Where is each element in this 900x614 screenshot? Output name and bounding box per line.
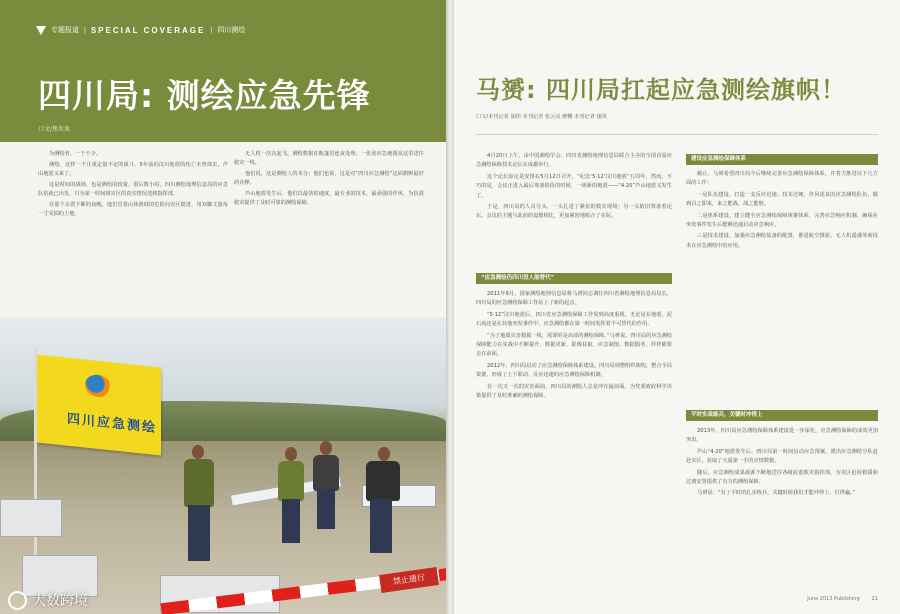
paragraph: 2011年9月，国家测绘地理信息局将马赟同志调任四川省测绘地理信息局局长，四川局的应急测绘保障工作站上了新的起点。 (476, 291, 672, 307)
paragraph: 二是体系建设。建立健全应急测绘保障预案体系，完善应急响应机制，确保在突发事件发生后能够迅速启动应急响应。 (686, 212, 878, 229)
section-header (36, 22, 245, 38)
footer-issue: June 2013 Publishing (807, 596, 860, 602)
surveyor-4 (366, 461, 400, 501)
paragraph: 为测绘者，一个不少。 (49, 151, 101, 157)
paragraph: 一是队伍建设。打造一支反应迅速、技术过硬、作风优良的应急测绘队伍，做到召之即来，来之能战，战之能胜。 (686, 191, 878, 208)
surveyor-3 (313, 455, 339, 491)
left-article-title: 四川局: 测绘应急先锋 (38, 76, 371, 115)
section-separator-2: | (210, 26, 213, 34)
right-page (454, 0, 900, 614)
watermark-brand: 大数跨境 (32, 593, 88, 609)
paragraph: 芦山地震发生后，他们以最快的速度，最专业的技术，最顽强的作风，为抗震救灾提供了及时可靠的测绘保障。 (234, 191, 424, 206)
surveyor-head (320, 441, 332, 455)
paragraph: 这个论坛原定是安排在5月12日召开，“纪念‘5·12’汶川地震”五周年，然而，不巧的是，会议正进入最后筹备阶段的时候，一场新的地震——“4·20”芦山地震又发生了。 (476, 173, 672, 199)
paragraph: 他们说，这是测绘人的本分；他们也说，这是对“四川应急测绘”这面旗帜最好的诠释。 (234, 171, 424, 186)
paragraph: 这是时间的战场，也是测绘的较量。震后数小时，四川测绘地理信息局的应急队伍就已出发，只为第一时间将灾区的真实情况送到指挥部。 (38, 182, 228, 197)
surveyor-4-legs (370, 499, 392, 553)
right-column-2a (686, 170, 878, 253)
surveyor-head (192, 445, 204, 459)
surveyor-3-legs (317, 489, 335, 529)
surveyor-2 (278, 461, 304, 501)
watermark-logo-icon (8, 591, 27, 610)
yellow-flag (37, 354, 161, 455)
paragraph: 2012年，四川局启动了应急测绘保障体系建设。四川局调整组织架构，整合全局资源，形成了上下联动、反应迅速的应急测绘保障机制。 (476, 362, 672, 379)
magazine-logo-icon (36, 26, 46, 35)
paragraph: 测绘，这样一个注重定量不定的战斗。5年前的汶川地震的伤亡未曾抹去，芦山地震又来了。 (38, 162, 228, 177)
subhead-1: “应急测绘仍四川没人能替代” (476, 273, 672, 284)
flag-text: 四川应急测绘 (67, 411, 158, 437)
watermark (8, 590, 88, 610)
flag-emblem-icon (85, 374, 111, 399)
left-byline: 口文/焦奕岚 (38, 126, 71, 133)
no-entry-sign: 禁止通行 (379, 567, 439, 593)
surveyor-1 (184, 459, 214, 507)
paragraph: 随后，应急测绘成果源源不断地送往各级抗震救灾指挥部，为灾区抢险救援和过渡安置提供了有力的测绘保障。 (686, 469, 878, 486)
paragraph: “为了地质灾害救援一线，需要的是高效的测绘保障。”马赟说。四川局的应急测绘保障能力在实战中不断提升，数据更新、影像获取、应急制图、数据服务，样样都要走在前面。 (476, 332, 672, 358)
title-rule (476, 134, 878, 135)
paragraph: 芦山“4·20”地震发生后，四川局第一时间启动应急预案，派出应急测绘分队赶赴灾区，获取了大量第一手的灾情数据。 (686, 448, 878, 465)
section-separator: | (84, 26, 86, 34)
paragraph: 4月20日上午，由中国测绘学会、四川省测绘地理信息局联合主办的全国首届应急测绘保障技术论坛在成都举行。 (476, 153, 672, 169)
paragraph: 2013年，四川局应急测绘保障体系建设进一步深化，应急测绘保障的成效更加突出。 (686, 428, 878, 444)
equipment-case (0, 499, 62, 537)
paragraph: 于是，四川局的人员分头，一头扎进了紧张的救灾现场；另一头依旧筹备着论坛，会议的主题与此前的设想相比，更加紧密地贴合了实际。 (476, 204, 672, 220)
surveyor-head (285, 447, 297, 461)
right-column-2b (686, 427, 878, 501)
section-label-cn: 专题报道 (51, 27, 79, 34)
paragraph: 在一次又一次的灾害面前，四川局的测绘人总是冲在最前面，为党委政府科学决策提供了及时准确的测绘保障。 (476, 383, 672, 400)
page-number: 21 (871, 596, 878, 602)
surveyor-1-legs (188, 505, 210, 561)
page-footer (807, 596, 878, 602)
subhead-3: 平时实战练兵，关键时冲得上 (686, 410, 878, 421)
right-article-title: 马赟: 四川局扛起应急测绘旗帜！ (476, 76, 846, 104)
surveyor-2-legs (282, 499, 300, 543)
section-label-region: 四川测绘 (217, 27, 246, 34)
field-survey-photo (0, 317, 446, 614)
right-byline: 口文/本刊记者 胡伟 本刊记者 张云亮 廖鹏 本刊记者 郁英 (476, 114, 607, 120)
left-header-band (0, 0, 446, 142)
paragraph: 三是技术建设。加强应急测绘装备的配置，推进航空摄影、无人机遥感等新技术在应急测绘中的应用。 (686, 233, 878, 249)
right-column-1b (476, 290, 672, 403)
left-text-column-1 (38, 150, 228, 221)
paragraph: 截止，马赟希望四川局今后继续完善应急测绘保障体系，并着力推进以下几方面的工作： (686, 171, 878, 187)
left-page (0, 0, 446, 614)
left-text-column-2 (234, 150, 424, 210)
paragraph: “5·12”汶川地震后，四川省应急测绘保障工作受到高度重视，无论是在地震、泥石流还是在其他突发事件中，应急测绘都在第一时间发挥着不可替代的作用。 (476, 311, 672, 328)
paragraph: 在那个余震不断的夜晚，他们冒着山体滑坡的危险向灾区挺进，用双脚丈量每一寸受损的土地。 (38, 202, 228, 217)
surveyor-head (378, 447, 390, 461)
page-gutter (446, 0, 454, 614)
paragraph: 马赟说：“有了平时的扎实练兵，关键时候我们才能冲得上、打得赢。” (697, 490, 856, 497)
right-column-1a (476, 152, 672, 224)
paragraph: 无人机一次次起飞，测绘数据在帐篷里连夜处理，一张张应急地图从这里送往救灾一线。 (234, 151, 424, 166)
subhead-2: 建设应急测绘保障体系 (686, 154, 878, 165)
section-label-en: SPECIAL COVERAGE (90, 25, 206, 35)
